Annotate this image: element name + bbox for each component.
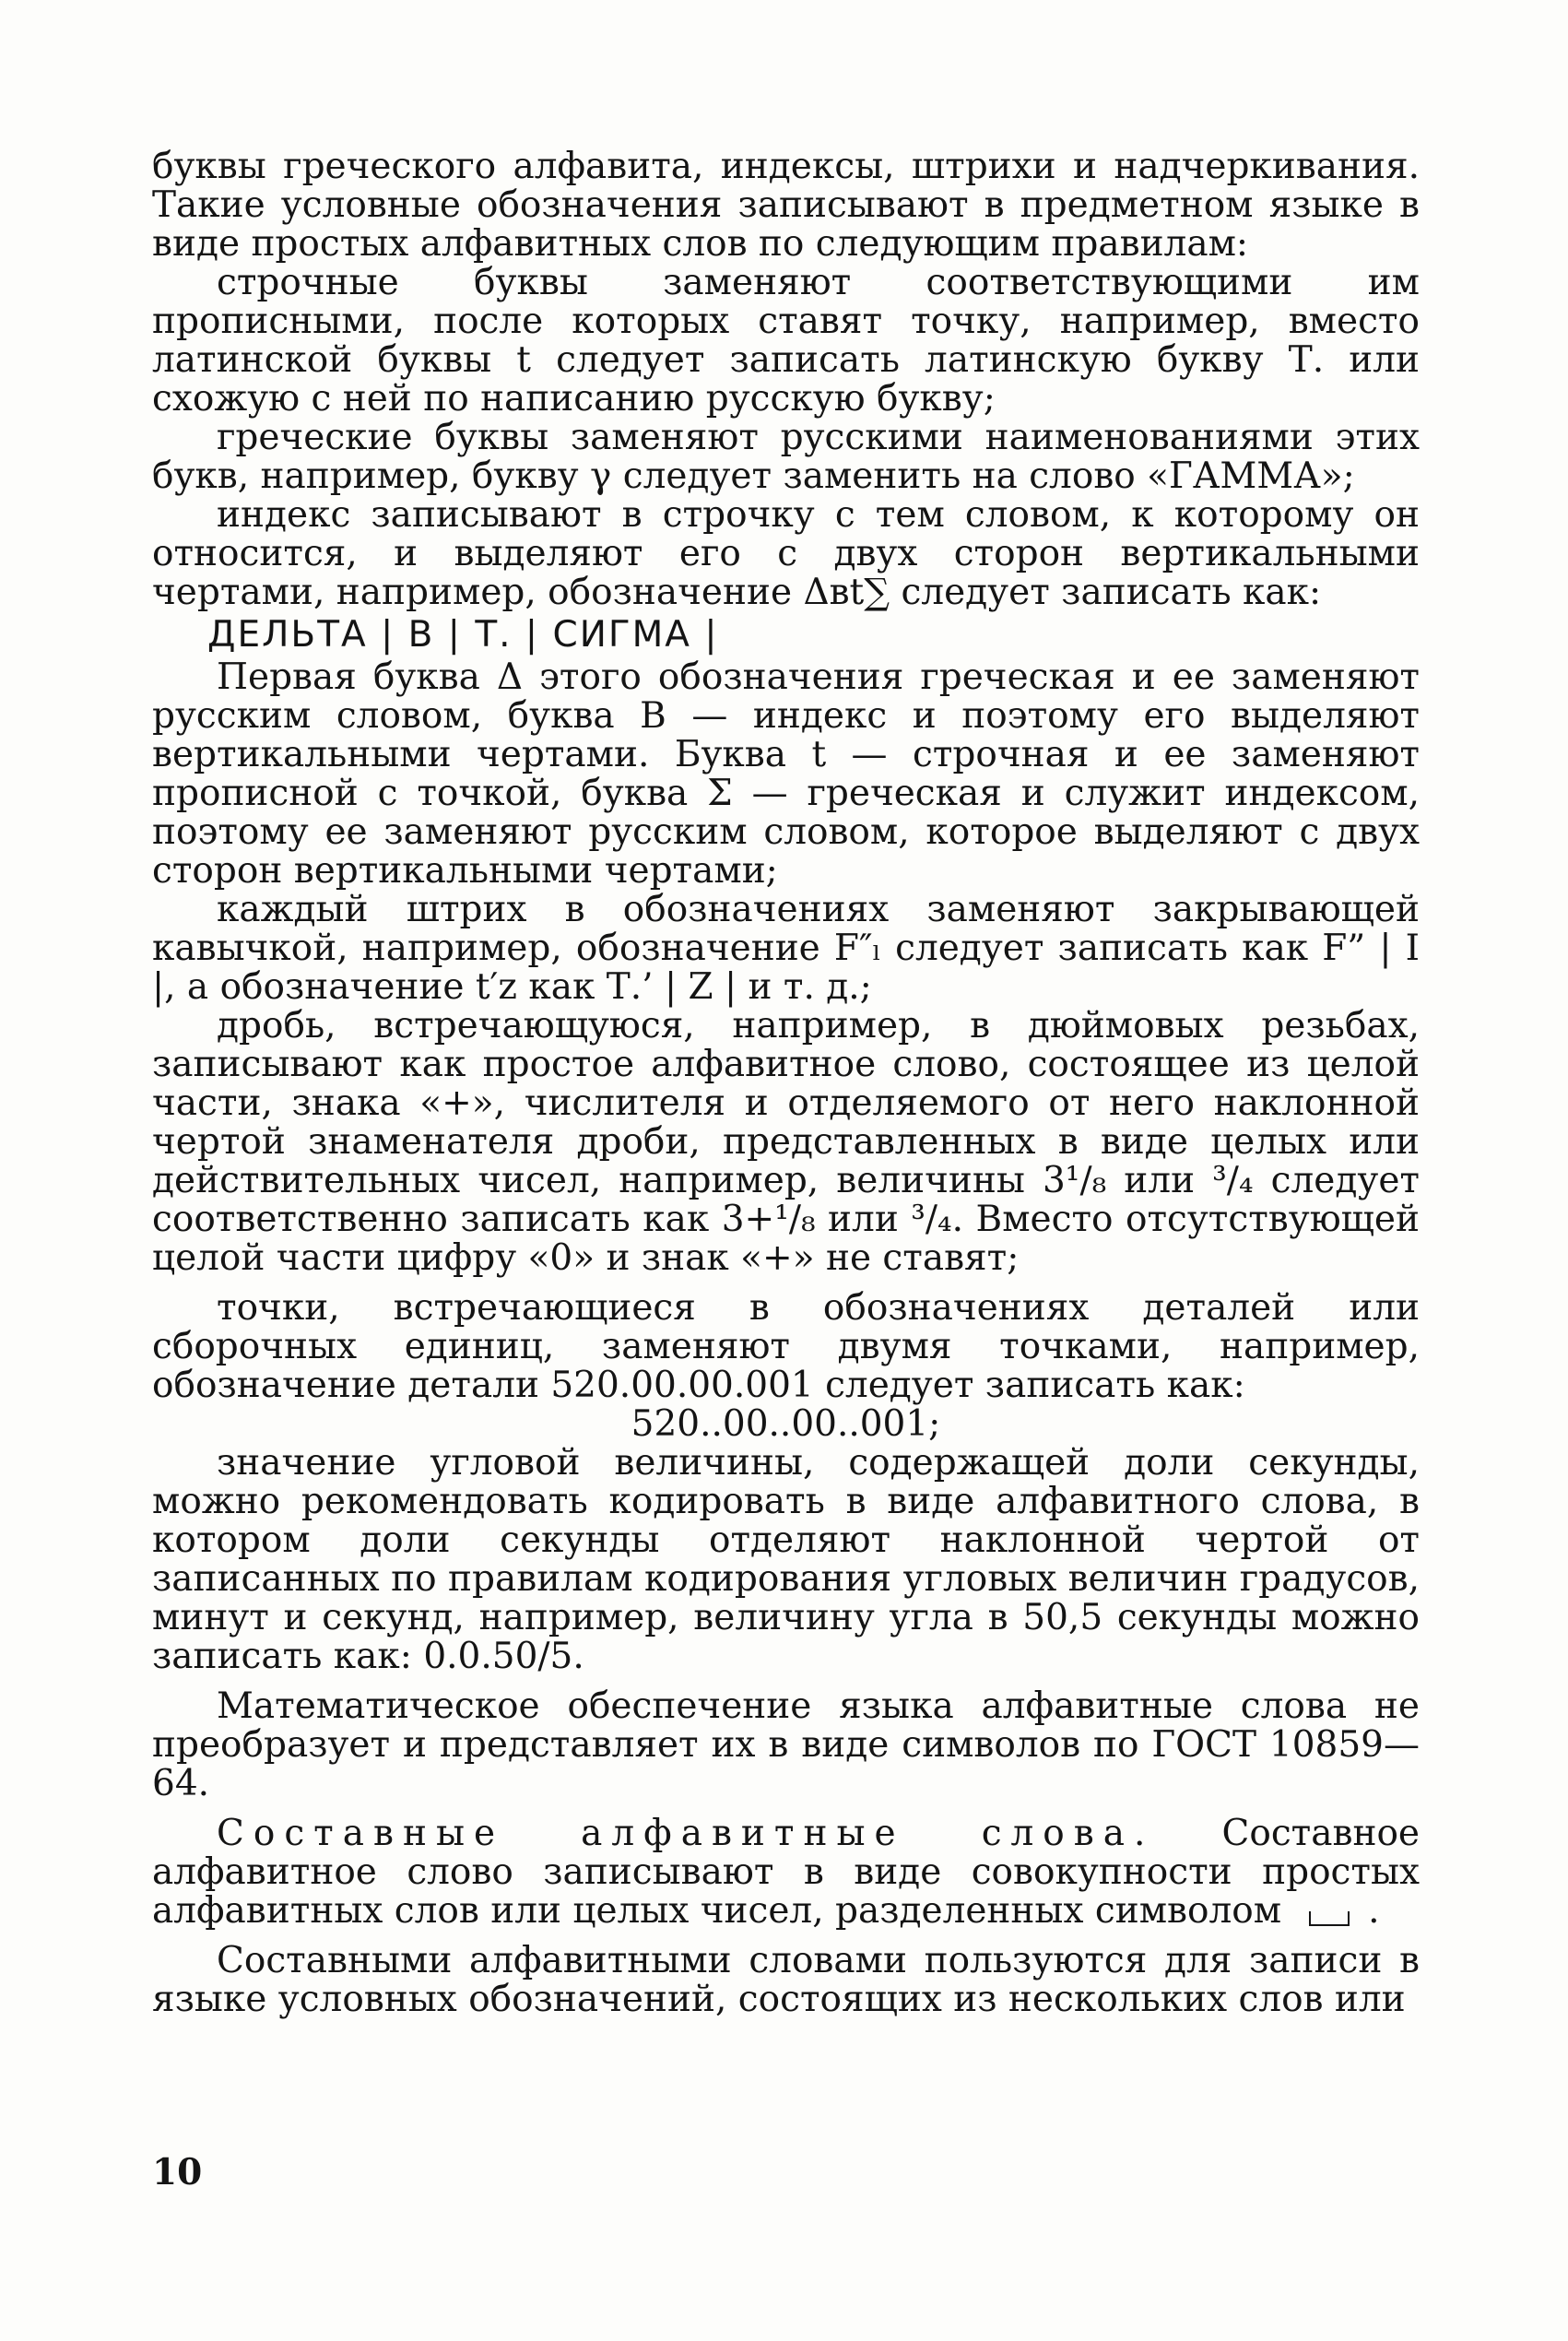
- example-detail-code: 520..00..00..001;: [631, 1403, 941, 1445]
- paragraph-11: Составные алфавитные слова. Составное алфавитное слово записывают в виде совокупности простых алфавитных слов или целых чисел, разделенных символом .: [152, 1813, 1421, 1932]
- paragraph-1: буквы греческого алфавита, индексы, штрихи и надчеркивания. Такие условные обозначения записывают в предметном языке в виде простых алфавитных слов по следующим правилам:: [152, 146, 1420, 265]
- paragraph-2: строчные буквы заменяют соответствующими им прописными, после которых ставят точку, например, вместо латинской буквы t следует записать латинскую букву Т. или схожую с ней по написанию русскую букву;: [152, 262, 1420, 420]
- example-delta: ДЕЛЬТА | В | Т. | СИГМА |: [207, 614, 719, 656]
- paragraph-12: Составными алфавитными словами пользуются для записи в языке условных обозначений, состоящих из нескольких слов или: [152, 1940, 1420, 2020]
- space-symbol: [1309, 1911, 1350, 1926]
- body-text: [152, 148, 1420, 2019]
- paragraph-7: дробь, встречающуюся, например, в дюймовых резьбах, записывают как простое алфавитное слово, состоящее из целой части, знака «+», числителя и отделяемого от него наклонной чертой знаменателя дроби, представленных в виде целых или действительных чисел, например, величины 3¹/₈ или ³/₄ следует соответственно записать как 3+¹/₈ или ³/₄. Вместо отсутствующей целой части цифру «0» и знак «+» не ставят;: [152, 1005, 1420, 1279]
- paragraph-9: значение угловой величины, содержащей доли секунды, можно рекомендовать кодировать в виде алфавитного слова, в котором доли секунды отделяют наклонной чертой от записанных по правилам кодирования угловых величин градусов, минут и секунд, например, величину угла в 50,5 секунды можно записать как: 0.0.50/5.: [152, 1442, 1420, 1677]
- paragraph-10: Математическое обеспечение языка алфавитные слова не преобразует и представляет их в виде символов по ГОСТ 10859—64.: [152, 1685, 1420, 1804]
- paragraph-6: каждый штрих в обозначениях заменяют закрывающей кавычкой, например, обозначение F″ₗ следует записать как F” | I |, а обозначение t′z как Т.’ | Z | и т. д.;: [152, 889, 1420, 1008]
- section-heading: Составные алфавитные слова.: [217, 1813, 1155, 1854]
- paragraph-8: точки, встречающиеся в обозначениях деталей или сборочных единиц, заменяют двумя точками, например, обозначение детали 520.00.00.001 следует записать как:: [152, 1287, 1420, 1406]
- paragraph-4: индекс записывают в строчку с тем словом, к которому он относится, и выделяют его с двух сторон вертикальными чертами, например, обозначение Δвt∑ следует записать как:: [152, 494, 1420, 613]
- page-number: 10: [152, 2151, 203, 2193]
- paragraph-3: греческие буквы заменяют русскими наименованиями этих букв, например, букву γ следует заменить на слово «ГАММА»;: [152, 417, 1420, 497]
- paragraph-5: Первая буква Δ этого обозначения греческая и ее заменяют русским словом, буква В — индекс и поэтому его выделяют вертикальными чертами. Буква t — строчная и ее заменяют прописной с точкой, буква Σ — греческая и служит индексом, поэтому ее заменяют русским словом, которое выделяют с двух сторон вертикальными чертами;: [152, 656, 1420, 892]
